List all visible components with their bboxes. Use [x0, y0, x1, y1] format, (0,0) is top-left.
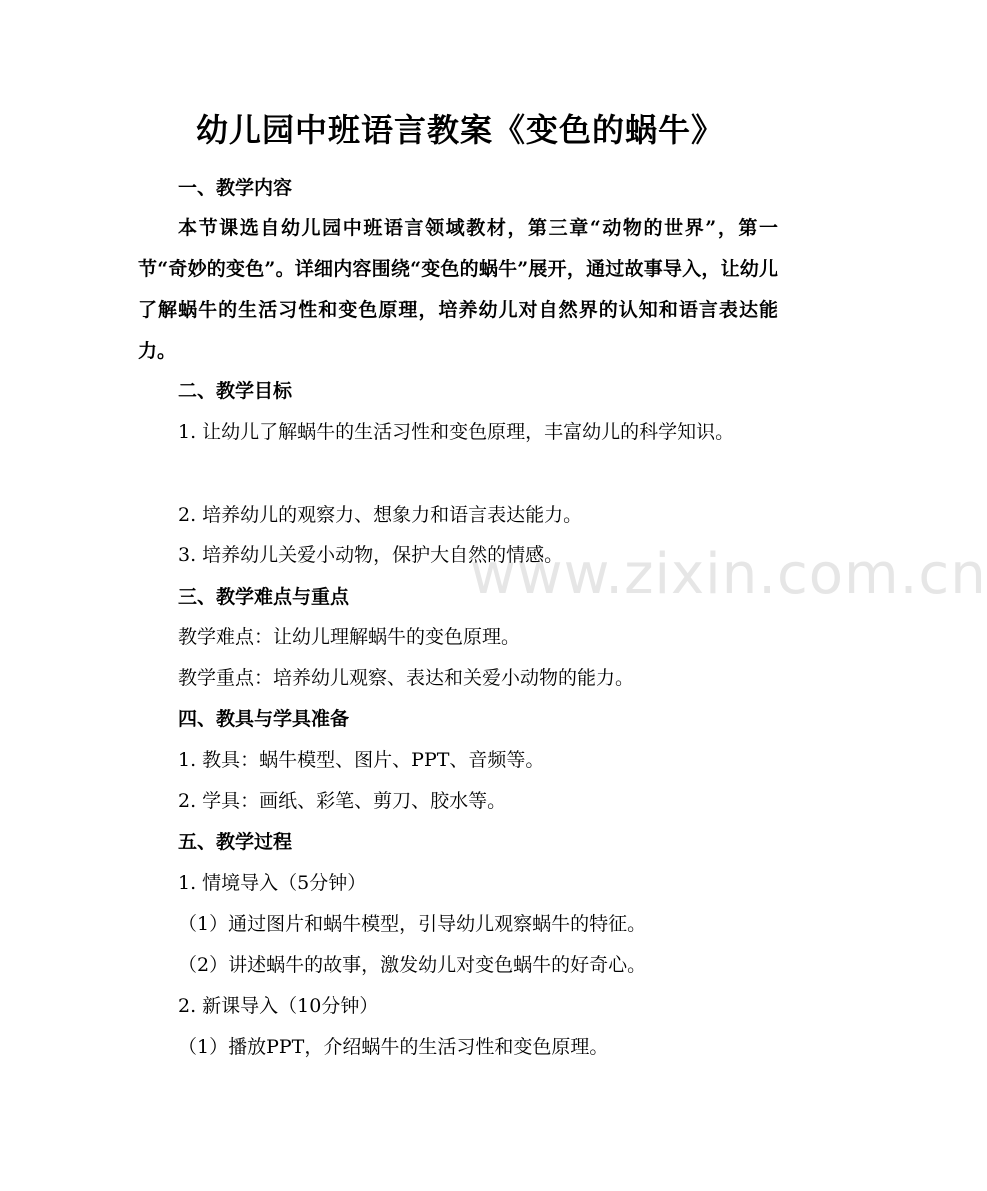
section-heading-key-points: 三、教学难点与重点 [178, 586, 350, 608]
section-heading-objectives: 二、教学目标 [178, 380, 293, 402]
objective-item-1: 1. 让幼儿了解蜗牛的生活习性和变色原理，丰富幼儿的科学知识。 [178, 421, 735, 443]
section-paragraph-content: 本节课选自幼儿园中班语言领域教材，第三章“动物的世界”，第一节“奇妙的变色”。详细内容围绕“变色的蜗牛”展开，通过故事导入，让幼儿了解蜗牛的生活习性和变色原理，培养幼儿对自然界的认知和语言表达能力。 [138, 217, 778, 362]
section-heading-process: 五、教学过程 [178, 831, 293, 853]
watermark: www.zixin.com.cn [470, 542, 987, 607]
document-title: 幼儿园中班语言教案《变色的蜗牛》 [195, 111, 724, 149]
materials-item-1: 1. 教具：蜗牛模型、图片、PPT、音频等。 [178, 749, 545, 771]
section-heading-materials: 四、教具与学具准备 [178, 708, 350, 730]
objective-item-3: 3. 培养幼儿关爱小动物，保护大自然的情感。 [178, 544, 564, 566]
key-point-focus: 教学重点：培养幼儿观察、表达和关爱小动物的能力。 [178, 667, 635, 689]
section-heading-content: 一、教学内容 [178, 177, 293, 199]
key-point-difficulty: 教学难点：让幼儿理解蜗牛的变色原理。 [178, 626, 521, 648]
process-item-1-1: （1）通过图片和蜗牛模型，引导幼儿观察蜗牛的特征。 [178, 913, 647, 935]
process-item-2: 2. 新课导入（10分钟） [178, 995, 379, 1017]
process-item-1-2: （2）讲述蜗牛的故事，激发幼儿对变色蜗牛的好奇心。 [178, 954, 647, 976]
process-item-1: 1. 情境导入（5分钟） [178, 872, 367, 894]
process-item-2-1: （1）播放PPT，介绍蜗牛的生活习性和变色原理。 [178, 1036, 609, 1058]
materials-item-2: 2. 学具：画纸、彩笔、剪刀、胶水等。 [178, 790, 507, 812]
objective-item-2: 2. 培养幼儿的观察力、想象力和语言表达能力。 [178, 504, 583, 526]
